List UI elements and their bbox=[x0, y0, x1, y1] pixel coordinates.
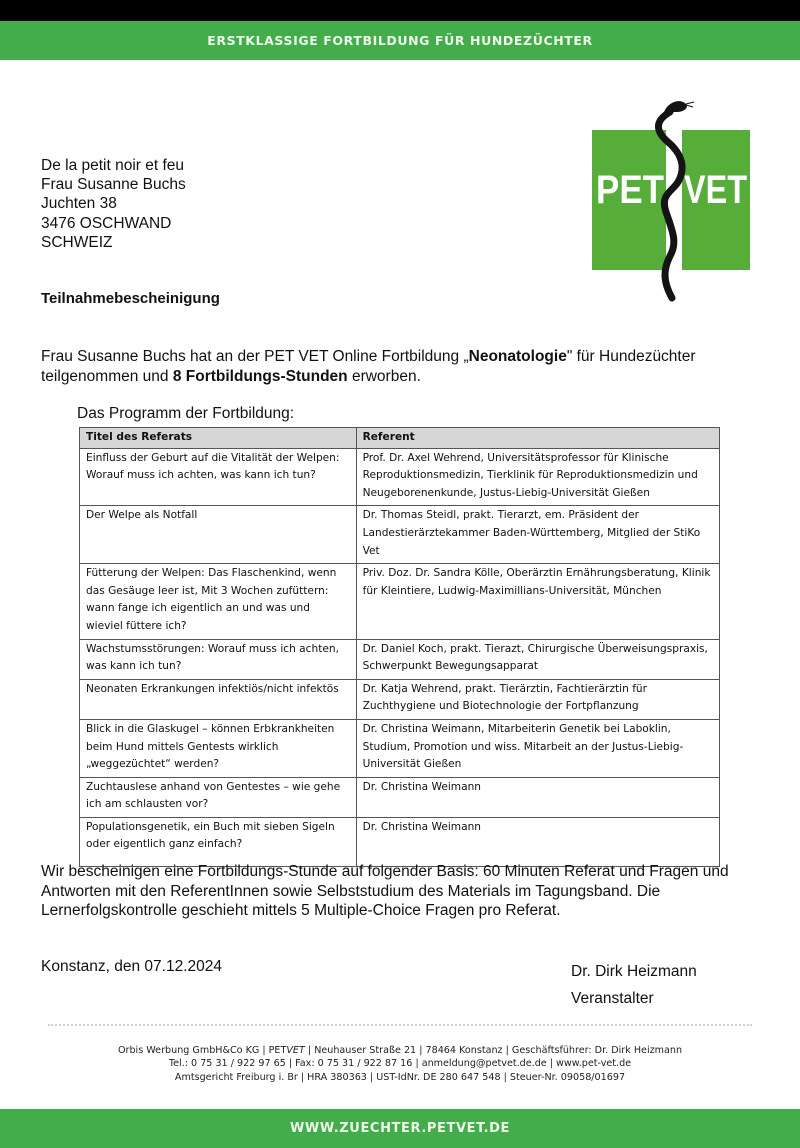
address-line-street: Juchten 38 bbox=[41, 195, 117, 213]
table-row bbox=[80, 506, 720, 564]
lecture-title: Der Welpe als Notfall bbox=[80, 506, 357, 564]
lecture-title: Zuchtauslese anhand von Gentestes – wie gehe ich am schlausten vor? bbox=[80, 777, 357, 817]
signature-block bbox=[571, 958, 697, 1012]
signer-name: Dr. Dirk Heizmann bbox=[571, 963, 697, 980]
lecture-title: Blick in die Glaskugel – können Erbkrankheiten beim Hund mittels Gentests wirklich „weggezüchtet“ werden? bbox=[80, 719, 357, 777]
program-label: Das Programm der Fortbildung: bbox=[77, 405, 295, 422]
lecture-speaker: Dr. Katja Wehrend, prakt. Tierärztin, Fachtierärztin für Zuchthygiene und Biotechnologie der Fortpflanzung bbox=[356, 679, 719, 719]
signer-role: Veranstalter bbox=[571, 990, 654, 1007]
lecture-title: Einfluss der Geburt auf die Vitalität der Welpen: Worauf muss ich achten, was kann ich tun? bbox=[80, 448, 357, 506]
lecture-title: Fütterung der Welpen: Das Flaschenkind, wenn das Gesäuge leer ist, Mit 3 Wochen zufüttern: wann fange ich eigentlich an und was und wieviel füttere ich? bbox=[80, 564, 357, 639]
table-header-row bbox=[80, 428, 720, 449]
document-title: Teilnahmebescheinigung bbox=[41, 290, 220, 307]
lecture-speaker: Prof. Dr. Axel Wehrend, Universitätsprofessor für Klinische Reproduktionsmedizin, Tierklinik für Reproduktionsmedizin und Neugeborenenkunde, Justus-Liebig-Universität Gießen bbox=[356, 448, 719, 506]
table-row bbox=[80, 719, 720, 777]
address-line-kennel: De la petit noir et feu bbox=[41, 157, 185, 174]
imprint-address-text: | Neuhauser Straße 21 | 78464 Konstanz | Geschäftsführer: Dr. Dirk Heizmann bbox=[304, 1045, 683, 1056]
company-imprint bbox=[0, 1044, 800, 1084]
address-line-city: 3476 OSCHWAND bbox=[41, 214, 172, 232]
imprint-line-registry: Amtsgericht Freiburg i. Br | HRA 380363 | UST-IdNr. DE 280 647 548 | Steuer-Nr. 09058/01697 bbox=[174, 1071, 626, 1083]
petvet-logo bbox=[586, 90, 756, 302]
imprint-company-text: Orbis Werbung GmbH&Co KG | PET bbox=[117, 1045, 287, 1056]
column-header-speaker: Referent bbox=[356, 428, 719, 449]
column-header-title: Titel des Referats bbox=[80, 428, 357, 449]
lecture-title: Wachstumsstörungen: Worauf muss ich achten, was kann ich tun? bbox=[80, 639, 357, 679]
lecture-title: Populationsgenetik, ein Buch mit sieben Sigeln oder eigentlich ganz einfach? bbox=[80, 817, 357, 866]
address-line-name: Frau Susanne Buchs bbox=[41, 176, 186, 194]
lecture-speaker: Dr. Daniel Koch, prakt. Tierazt, Chirurgische Überweisungspraxis, Schwerpunkt Bewegungsapparat bbox=[356, 639, 719, 679]
address-line-country: SCHWEIZ bbox=[41, 233, 113, 251]
table-row bbox=[80, 817, 720, 866]
lecture-speaker: Dr. Christina Weimann bbox=[356, 817, 719, 866]
logo-word-pet: PET bbox=[596, 168, 664, 212]
table-row bbox=[80, 777, 720, 817]
recipient-address bbox=[41, 156, 186, 252]
imprint-brand-italic: VET bbox=[286, 1045, 305, 1056]
footer-divider bbox=[48, 1024, 752, 1026]
table-row bbox=[80, 679, 720, 719]
training-hours: 8 Fortbildungs-Stunden bbox=[172, 367, 348, 385]
imprint-line-company bbox=[0, 1044, 800, 1057]
table-row bbox=[80, 448, 720, 506]
place-and-date: Konstanz, den 07.12.2024 bbox=[41, 958, 222, 975]
lecture-speaker: Dr. Thomas Steidl, prakt. Tierarzt, em. Präsident der Landestierärztekammer Baden-Württemberg, Mitglied der StiKo Vet bbox=[356, 506, 719, 564]
table-row bbox=[80, 639, 720, 679]
program-table bbox=[79, 427, 720, 867]
logo-word-vet: VET bbox=[684, 168, 747, 212]
intro-paragraph bbox=[41, 347, 771, 386]
imprint-line-contact: Tel.: 0 75 31 / 922 97 65 | Fax: 0 75 31 / 922 87 16 | anmeldung@petvet.de.de | www.pet-vet.de bbox=[168, 1058, 632, 1070]
header-banner-text: ERSTKLASSIGE FORTBILDUNG FÜR HUNDEZÜCHTER bbox=[207, 33, 593, 48]
header-banner bbox=[0, 21, 800, 60]
intro-text-1: Frau Susanne Buchs hat an der PET VET Online Fortbildung „ bbox=[41, 348, 469, 365]
intro-text-3: erworben. bbox=[347, 367, 421, 385]
closing-paragraph: Wir bescheinigen eine Fortbildungs-Stunde auf folgender Basis: 60 Minuten Referat und Fragen und Antworten mit den ReferentInnen sowie Selbststudium des Materials im Tagungsband. Die Lernerfolgskontrolle geschieht mittels 5 Multiple-Choice Fragen pro Referat. bbox=[41, 863, 729, 919]
course-name: Neonatologie bbox=[468, 348, 567, 365]
lecture-speaker: Priv. Doz. Dr. Sandra Kölle, Oberärztin Ernährungsberatung, Klinik für Kleintiere, Ludwig-Maximillians-Universität, München bbox=[356, 564, 719, 639]
footer-website-link[interactable]: WWW.ZUECHTER.PETVET.DE bbox=[289, 1121, 511, 1136]
intro-text-2: " für Hundezüchter teilgenommen und bbox=[41, 348, 696, 385]
footer-banner bbox=[0, 1109, 800, 1148]
table-row bbox=[80, 564, 720, 639]
lecture-speaker: Dr. Christina Weimann bbox=[356, 777, 719, 817]
lecture-title: Neonaten Erkrankungen infektiös/nicht infektös bbox=[80, 679, 357, 719]
lecture-speaker: Dr. Christina Weimann, Mitarbeiterin Genetik bei Laboklin, Studium, Promotion und wiss. Mitarbeit an der Justus-Liebig-Universität Gießen bbox=[356, 719, 719, 777]
top-black-bar bbox=[0, 0, 800, 21]
